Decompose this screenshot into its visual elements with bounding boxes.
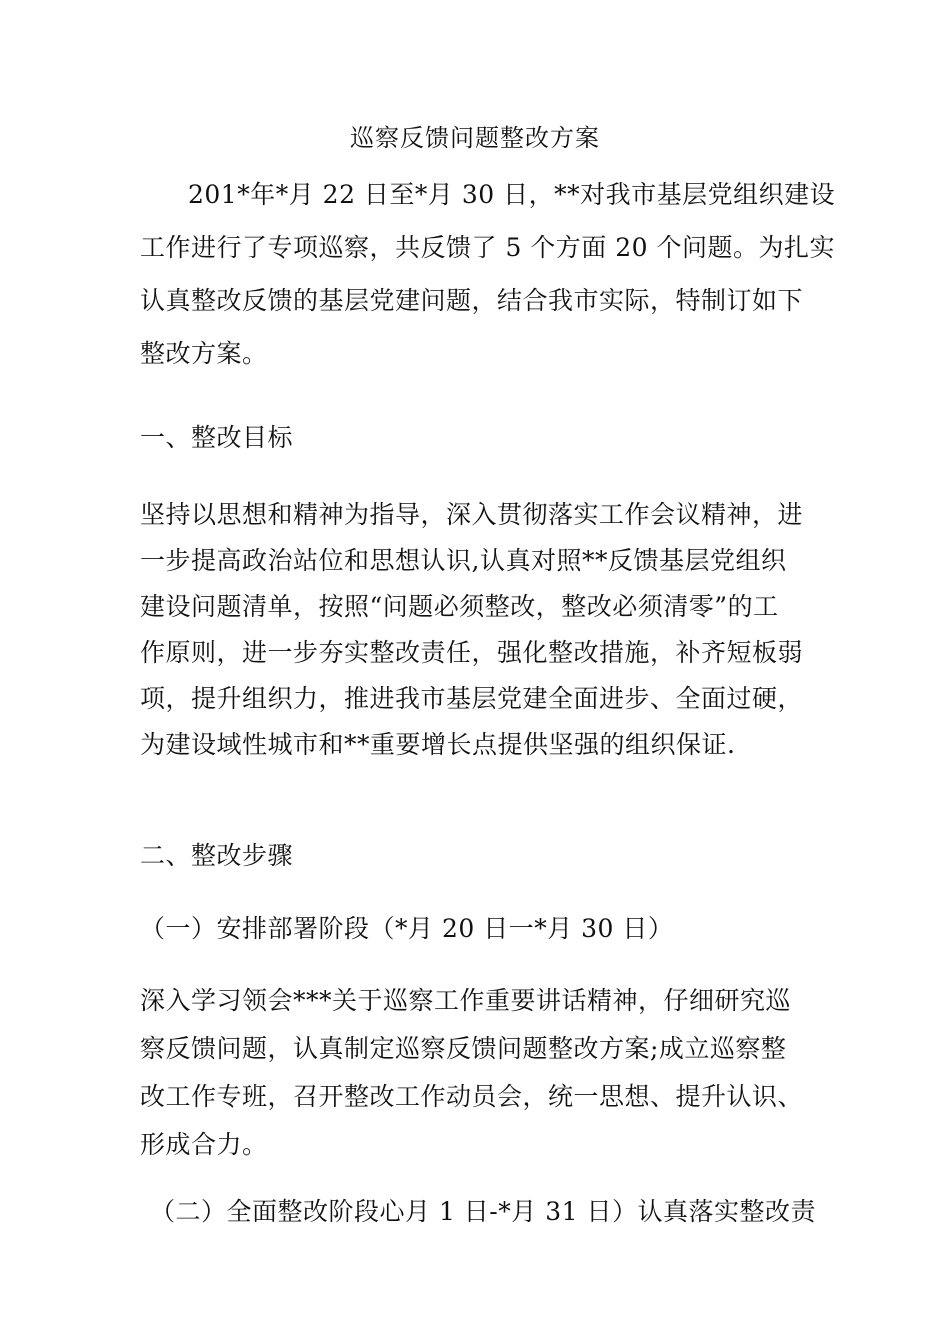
goals-line: 为建设域性城市和**重要增长点提供坚强的组织保证.	[140, 730, 736, 759]
intro-line: 工作进行了专项巡察，共反馈了 5 个方面 20 个问题。为扎实	[140, 233, 836, 262]
goals-line: 作原则，进一步夯实整改责任，强化整改措施，补齐短板弱	[140, 638, 804, 667]
document-title: 巡察反馈问题整改方案	[350, 124, 600, 152]
intro-line: 201*年*月 22 日至*月 30 日，**对我市基层党组织建设	[188, 180, 836, 209]
deployment-paragraph	[140, 977, 820, 1169]
goals-line: 一步提高政治站位和思想认识,认真对照**反馈基层党组织	[140, 546, 787, 575]
goals-line: 项，提升组织力，推进我市基层党建全面进步、全面过硬，	[140, 684, 804, 713]
section-heading-steps: 二、整改步骤	[140, 841, 294, 870]
intro-line: 认真整改反馈的基层党建问题，结合我市实际，特制订如下	[140, 286, 804, 315]
stage-heading-deployment: （一）安排部署阶段（*月 20 日一*月 30 日）	[140, 914, 674, 943]
intro-paragraph	[140, 168, 836, 380]
goals-line: 建设问题清单，按照“问题必须整改，整改必须清零”的工	[140, 592, 779, 621]
section-heading-goals: 一、整改目标	[140, 423, 294, 452]
goals-paragraph	[140, 492, 820, 768]
intro-line: 整改方案。	[140, 339, 268, 368]
deployment-line: 形成合力。	[140, 1130, 268, 1159]
goals-line: 坚持以思想和精神为指导，深入贯彻落实工作会议精神，进	[140, 500, 804, 529]
deployment-line: 察反馈问题，认真制定巡察反馈问题整改方案;成立巡察整	[140, 1034, 787, 1063]
deployment-line: 改工作专班，召开整改工作动员会，统一思想、提升认识、	[140, 1082, 804, 1111]
stage-heading-rectification: （二）全面整改阶段心月 1 日-*月 31 日）认真落实整改责	[150, 1197, 816, 1226]
deployment-line: 深入学习领会***关于巡察工作重要讲话精神，仔细研究巡	[140, 986, 792, 1015]
